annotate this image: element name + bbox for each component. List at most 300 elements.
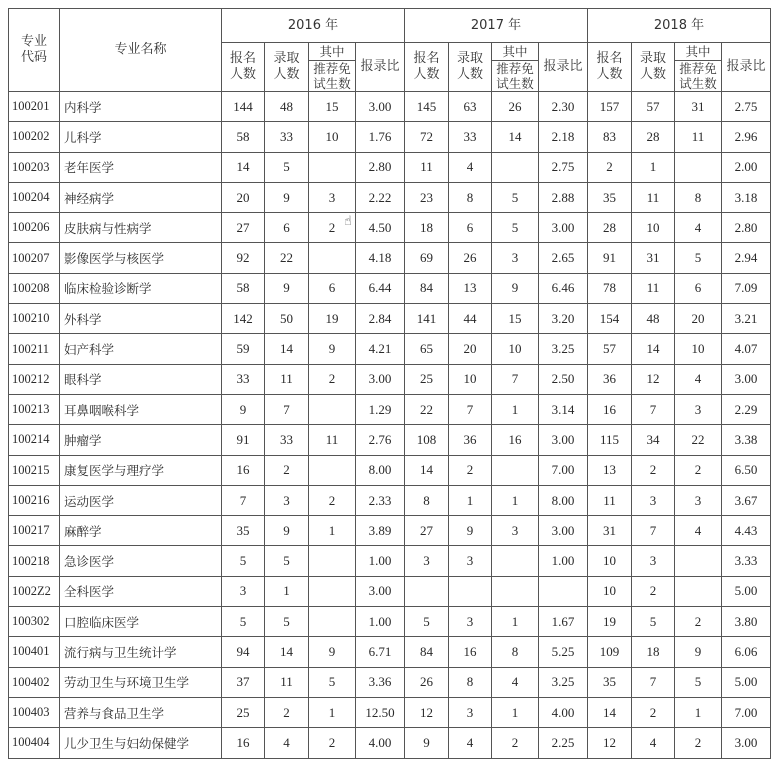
y2017-exempt: 1 <box>492 697 539 727</box>
major-code: 100208 <box>9 273 60 303</box>
y2017-ratio: 2.18 <box>539 122 588 152</box>
y2017-applicants: 69 <box>405 243 449 273</box>
y2018-ratio: 2.94 <box>722 243 771 273</box>
y2017-admitted: 10 <box>449 364 492 394</box>
y2016-ratio: 1.76 <box>356 122 405 152</box>
y2018-exempt: 10 <box>675 334 722 364</box>
y2017-exempt: 2 <box>492 728 539 758</box>
y2018-admitted: 10 <box>632 213 675 243</box>
y2018-exempt <box>675 546 722 576</box>
major-code: 100210 <box>9 304 60 334</box>
y2017-admitted: 4 <box>449 152 492 182</box>
header-ratio-text: 报录比 <box>726 59 766 74</box>
y2017-admitted: 6 <box>449 213 492 243</box>
y2017-applicants <box>405 576 449 606</box>
y2016-applicants: 9 <box>222 394 265 424</box>
y2016-admitted: 14 <box>265 637 309 667</box>
y2018-exempt: 5 <box>675 667 722 697</box>
y2017-ratio: 2.75 <box>539 152 588 182</box>
major-code: 100403 <box>9 697 60 727</box>
y2016-ratio: 2.84 <box>356 304 405 334</box>
y2018-applicants: 13 <box>588 455 632 485</box>
header-exempt <box>309 61 356 92</box>
y2018-ratio: 3.80 <box>722 607 771 637</box>
y2018-applicants: 157 <box>588 92 632 122</box>
y2018-ratio: 3.67 <box>722 485 771 515</box>
major-name: 运动医学 <box>60 485 222 515</box>
y2016-exempt: 2 <box>309 213 356 243</box>
y2017-ratio: 3.14 <box>539 394 588 424</box>
y2018-applicants: 10 <box>588 546 632 576</box>
y2018-admitted: 34 <box>632 425 675 455</box>
y2016-ratio: 2.76 <box>356 425 405 455</box>
y2018-applicants: 35 <box>588 667 632 697</box>
y2017-admitted: 44 <box>449 304 492 334</box>
admissions-table <box>8 8 771 759</box>
y2018-exempt: 5 <box>675 243 722 273</box>
y2016-ratio: 1.00 <box>356 607 405 637</box>
major-code: 100401 <box>9 637 60 667</box>
y2018-applicants: 2 <box>588 152 632 182</box>
y2017-ratio: 3.25 <box>539 334 588 364</box>
y2017-applicants: 18 <box>405 213 449 243</box>
y2016-applicants: 7 <box>222 485 265 515</box>
major-name: 康复医学与理疗学 <box>60 455 222 485</box>
y2016-applicants: 142 <box>222 304 265 334</box>
major-code: 100302 <box>9 607 60 637</box>
y2016-exempt: 2 <box>309 364 356 394</box>
y2017-ratio: 2.25 <box>539 728 588 758</box>
y2017-ratio: 2.65 <box>539 243 588 273</box>
major-code: 100218 <box>9 546 60 576</box>
header-admitted-text: 人数 <box>639 67 666 82</box>
y2017-exempt: 15 <box>492 304 539 334</box>
header-exempt-text: 试生数 <box>313 76 351 91</box>
y2016-exempt <box>309 152 356 182</box>
y2017-applicants: 3 <box>405 546 449 576</box>
y2018-exempt: 4 <box>675 213 722 243</box>
y2017-ratio: 7.00 <box>539 455 588 485</box>
y2018-ratio: 3.00 <box>722 728 771 758</box>
y2018-exempt: 2 <box>675 607 722 637</box>
y2017-applicants: 84 <box>405 637 449 667</box>
header-admitted <box>632 43 675 92</box>
y2018-applicants: 83 <box>588 122 632 152</box>
major-name: 外科学 <box>60 304 222 334</box>
major-name: 神经病学 <box>60 182 222 212</box>
table-row <box>9 334 771 364</box>
y2018-applicants: 28 <box>588 213 632 243</box>
y2018-applicants: 91 <box>588 243 632 273</box>
y2016-exempt <box>309 546 356 576</box>
header-applicants <box>405 43 449 92</box>
y2018-ratio: 2.80 <box>722 213 771 243</box>
header-of-which <box>309 43 356 61</box>
table-row <box>9 394 771 424</box>
y2016-exempt: 2 <box>309 485 356 515</box>
y2018-exempt: 22 <box>675 425 722 455</box>
header-applicants-text: 报名 <box>413 51 440 66</box>
major-name: 儿科学 <box>60 122 222 152</box>
header-ratio-text: 报录比 <box>543 59 583 74</box>
major-code: 100404 <box>9 728 60 758</box>
table-row <box>9 667 771 697</box>
major-name: 劳动卫生与环境卫生学 <box>60 667 222 697</box>
major-code: 100212 <box>9 364 60 394</box>
table-row <box>9 92 771 122</box>
table-row <box>9 607 771 637</box>
y2016-applicants: 5 <box>222 607 265 637</box>
table-row <box>9 425 771 455</box>
y2018-admitted: 7 <box>632 516 675 546</box>
y2018-admitted: 2 <box>632 576 675 606</box>
y2018-ratio: 7.00 <box>722 697 771 727</box>
y2018-exempt: 4 <box>675 516 722 546</box>
y2017-applicants: 5 <box>405 607 449 637</box>
y2016-exempt: 15 <box>309 92 356 122</box>
y2018-admitted: 11 <box>632 273 675 303</box>
y2016-ratio: 6.71 <box>356 637 405 667</box>
y2016-admitted: 5 <box>265 546 309 576</box>
header-major-name <box>60 9 222 92</box>
y2016-applicants: 35 <box>222 516 265 546</box>
y2017-admitted: 33 <box>449 122 492 152</box>
y2017-admitted: 26 <box>449 243 492 273</box>
y2016-exempt <box>309 243 356 273</box>
major-code: 100213 <box>9 394 60 424</box>
y2017-ratio: 2.30 <box>539 92 588 122</box>
header-applicants <box>222 43 265 92</box>
y2017-exempt: 7 <box>492 364 539 394</box>
y2017-ratio: 5.25 <box>539 637 588 667</box>
y2016-ratio: 4.00 <box>356 728 405 758</box>
y2018-admitted: 18 <box>632 637 675 667</box>
y2016-applicants: 59 <box>222 334 265 364</box>
y2017-admitted: 16 <box>449 637 492 667</box>
y2017-applicants: 11 <box>405 152 449 182</box>
y2017-admitted <box>449 576 492 606</box>
y2016-admitted: 14 <box>265 334 309 364</box>
y2016-applicants: 25 <box>222 697 265 727</box>
y2017-admitted: 13 <box>449 273 492 303</box>
header-of-which <box>492 43 539 61</box>
y2018-exempt <box>675 152 722 182</box>
major-name: 麻醉学 <box>60 516 222 546</box>
major-code: 100217 <box>9 516 60 546</box>
y2017-ratio: 3.00 <box>539 516 588 546</box>
header-year-2 <box>588 9 771 43</box>
header-of-which-text: 其中 <box>685 43 711 59</box>
y2016-admitted: 5 <box>265 607 309 637</box>
major-code: 100203 <box>9 152 60 182</box>
y2017-exempt: 5 <box>492 182 539 212</box>
y2016-applicants: 16 <box>222 455 265 485</box>
y2018-ratio: 4.07 <box>722 334 771 364</box>
y2018-admitted: 57 <box>632 92 675 122</box>
table-row <box>9 152 771 182</box>
y2017-applicants: 8 <box>405 485 449 515</box>
major-name: 妇产科学 <box>60 334 222 364</box>
table-row <box>9 304 771 334</box>
y2017-admitted: 36 <box>449 425 492 455</box>
y2018-applicants: 16 <box>588 394 632 424</box>
y2018-exempt <box>675 576 722 606</box>
major-code: 100214 <box>9 425 60 455</box>
y2018-applicants: 31 <box>588 516 632 546</box>
header-year-1-text: 2017 年 <box>470 17 522 33</box>
major-code: 100207 <box>9 243 60 273</box>
y2016-applicants: 92 <box>222 243 265 273</box>
y2017-admitted: 63 <box>449 92 492 122</box>
y2018-exempt: 8 <box>675 182 722 212</box>
y2018-exempt: 31 <box>675 92 722 122</box>
y2018-exempt: 4 <box>675 364 722 394</box>
y2016-exempt: 3 <box>309 182 356 212</box>
header-year-0 <box>222 9 405 43</box>
y2018-applicants: 19 <box>588 607 632 637</box>
major-name: 内科学 <box>60 92 222 122</box>
y2017-exempt <box>492 546 539 576</box>
y2016-ratio: 4.18 <box>356 243 405 273</box>
y2018-exempt: 9 <box>675 637 722 667</box>
y2018-ratio: 3.00 <box>722 364 771 394</box>
y2016-exempt: 2 <box>309 728 356 758</box>
y2018-ratio: 3.33 <box>722 546 771 576</box>
major-code: 100204 <box>9 182 60 212</box>
header-exempt <box>492 61 539 92</box>
y2017-exempt: 9 <box>492 273 539 303</box>
header-major-code <box>9 9 60 92</box>
y2018-applicants: 115 <box>588 425 632 455</box>
y2017-ratio: 2.88 <box>539 182 588 212</box>
y2017-applicants: 145 <box>405 92 449 122</box>
y2018-applicants: 109 <box>588 637 632 667</box>
y2017-admitted: 1 <box>449 485 492 515</box>
y2016-exempt: 11 <box>309 425 356 455</box>
y2016-ratio: 2.22 <box>356 182 405 212</box>
major-name: 儿少卫生与妇幼保健学 <box>60 728 222 758</box>
y2018-ratio: 6.06 <box>722 637 771 667</box>
y2016-exempt: 6 <box>309 273 356 303</box>
y2018-admitted: 28 <box>632 122 675 152</box>
header-admitted <box>449 43 492 92</box>
header-exempt-text: 试生数 <box>679 76 717 91</box>
y2018-applicants: 10 <box>588 576 632 606</box>
y2017-admitted: 3 <box>449 607 492 637</box>
y2016-ratio: 8.00 <box>356 455 405 485</box>
table-row <box>9 728 771 758</box>
y2016-exempt: 9 <box>309 334 356 364</box>
y2016-ratio: 2.80 <box>356 152 405 182</box>
y2017-applicants: 26 <box>405 667 449 697</box>
y2016-admitted: 48 <box>265 92 309 122</box>
header-applicants-text: 人数 <box>413 67 440 82</box>
header-exempt-text: 试生数 <box>496 76 534 91</box>
y2018-applicants: 12 <box>588 728 632 758</box>
y2016-exempt: 10 <box>309 122 356 152</box>
y2017-admitted: 4 <box>449 728 492 758</box>
y2016-admitted: 22 <box>265 243 309 273</box>
header-of-which <box>675 43 722 61</box>
y2016-admitted: 9 <box>265 182 309 212</box>
y2017-ratio: 6.46 <box>539 273 588 303</box>
table-row <box>9 576 771 606</box>
y2016-ratio: 3.00 <box>356 92 405 122</box>
header-applicants-text: 人数 <box>596 67 623 82</box>
y2018-applicants: 78 <box>588 273 632 303</box>
y2016-admitted: 33 <box>265 425 309 455</box>
y2018-exempt: 2 <box>675 455 722 485</box>
major-name: 全科医学 <box>60 576 222 606</box>
y2018-exempt: 11 <box>675 122 722 152</box>
y2016-admitted: 9 <box>265 516 309 546</box>
table-row <box>9 243 771 273</box>
y2017-applicants: 14 <box>405 455 449 485</box>
y2016-admitted: 5 <box>265 152 309 182</box>
major-name: 影像医学与核医学 <box>60 243 222 273</box>
y2018-admitted: 7 <box>632 394 675 424</box>
y2017-exempt: 3 <box>492 243 539 273</box>
y2018-admitted: 3 <box>632 546 675 576</box>
major-name: 肿瘤学 <box>60 425 222 455</box>
y2016-admitted: 2 <box>265 455 309 485</box>
y2016-applicants: 5 <box>222 546 265 576</box>
header-major-code-text: 代码 <box>20 50 47 65</box>
major-name: 急诊医学 <box>60 546 222 576</box>
y2018-exempt: 3 <box>675 394 722 424</box>
y2017-applicants: 27 <box>405 516 449 546</box>
y2016-exempt: 19 <box>309 304 356 334</box>
header-ratio <box>356 43 405 92</box>
header-year-0-text: 2016 年 <box>287 17 339 33</box>
y2018-applicants: 57 <box>588 334 632 364</box>
y2018-applicants: 36 <box>588 364 632 394</box>
header-applicants-text: 报名 <box>596 51 623 66</box>
y2016-exempt <box>309 576 356 606</box>
y2018-ratio: 3.21 <box>722 304 771 334</box>
header-applicants-text: 报名 <box>229 51 256 66</box>
y2018-admitted: 7 <box>632 667 675 697</box>
major-code: 100215 <box>9 455 60 485</box>
y2018-exempt: 1 <box>675 697 722 727</box>
y2017-ratio: 1.67 <box>539 607 588 637</box>
y2016-exempt: 1 <box>309 697 356 727</box>
y2017-ratio: 3.25 <box>539 667 588 697</box>
y2017-admitted: 8 <box>449 667 492 697</box>
y2016-applicants: 33 <box>222 364 265 394</box>
y2017-applicants: 23 <box>405 182 449 212</box>
table-row <box>9 485 771 515</box>
y2017-ratio: 3.00 <box>539 213 588 243</box>
y2018-admitted: 11 <box>632 182 675 212</box>
header-ratio <box>722 43 771 92</box>
header-exempt-text: 推荐免 <box>313 61 351 76</box>
table-row <box>9 273 771 303</box>
y2018-ratio: 2.29 <box>722 394 771 424</box>
header-ratio <box>539 43 588 92</box>
y2016-applicants: 16 <box>222 728 265 758</box>
y2017-ratio: 4.00 <box>539 697 588 727</box>
major-name: 老年医学 <box>60 152 222 182</box>
header-exempt-text: 推荐免 <box>679 61 717 76</box>
y2018-ratio: 3.18 <box>722 182 771 212</box>
table-row <box>9 364 771 394</box>
y2016-ratio: 4.50 <box>356 213 405 243</box>
y2016-admitted: 9 <box>265 273 309 303</box>
header-applicants-text: 人数 <box>229 67 256 82</box>
header-major-code-text: 专业 <box>20 34 47 49</box>
y2018-ratio: 2.00 <box>722 152 771 182</box>
y2018-ratio: 5.00 <box>722 667 771 697</box>
y2018-admitted: 31 <box>632 243 675 273</box>
y2016-admitted: 33 <box>265 122 309 152</box>
y2017-exempt <box>492 152 539 182</box>
y2018-admitted: 2 <box>632 697 675 727</box>
table-row <box>9 546 771 576</box>
y2018-admitted: 2 <box>632 455 675 485</box>
header-year-1 <box>405 9 588 43</box>
y2017-exempt: 14 <box>492 122 539 152</box>
table-row <box>9 637 771 667</box>
y2016-applicants: 144 <box>222 92 265 122</box>
header-applicants <box>588 43 632 92</box>
y2018-admitted: 48 <box>632 304 675 334</box>
y2016-ratio: 3.36 <box>356 667 405 697</box>
y2017-applicants: 108 <box>405 425 449 455</box>
y2018-exempt: 6 <box>675 273 722 303</box>
y2017-admitted: 3 <box>449 546 492 576</box>
y2016-exempt: 5 <box>309 667 356 697</box>
table-row <box>9 455 771 485</box>
y2017-ratio: 3.00 <box>539 425 588 455</box>
y2017-applicants: 12 <box>405 697 449 727</box>
major-name: 营养与食品卫生学 <box>60 697 222 727</box>
y2016-applicants: 27 <box>222 213 265 243</box>
y2016-applicants: 91 <box>222 425 265 455</box>
y2017-exempt: 1 <box>492 607 539 637</box>
header-admitted-text: 人数 <box>456 67 483 82</box>
table-row <box>9 122 771 152</box>
y2017-ratio: 1.00 <box>539 546 588 576</box>
y2017-applicants: 84 <box>405 273 449 303</box>
major-code: 100216 <box>9 485 60 515</box>
major-name: 临床检验诊断学 <box>60 273 222 303</box>
header-of-which-text: 其中 <box>502 43 528 59</box>
y2018-applicants: 35 <box>588 182 632 212</box>
y2018-ratio: 5.00 <box>722 576 771 606</box>
y2018-applicants: 11 <box>588 485 632 515</box>
y2016-exempt: 1 <box>309 516 356 546</box>
y2018-ratio: 2.75 <box>722 92 771 122</box>
y2017-exempt: 16 <box>492 425 539 455</box>
y2017-exempt: 3 <box>492 516 539 546</box>
header-admitted-text: 录取 <box>456 51 483 66</box>
header-ratio-text: 报录比 <box>360 59 400 74</box>
y2017-exempt: 26 <box>492 92 539 122</box>
y2017-exempt <box>492 576 539 606</box>
y2016-exempt <box>309 607 356 637</box>
major-code: 100211 <box>9 334 60 364</box>
y2016-admitted: 50 <box>265 304 309 334</box>
header-exempt-text: 推荐免 <box>496 61 534 76</box>
y2018-exempt: 20 <box>675 304 722 334</box>
y2016-applicants: 94 <box>222 637 265 667</box>
y2018-admitted: 3 <box>632 485 675 515</box>
y2016-applicants: 37 <box>222 667 265 697</box>
y2017-applicants: 9 <box>405 728 449 758</box>
major-name: 皮肤病与性病学 <box>60 213 222 243</box>
y2018-admitted: 12 <box>632 364 675 394</box>
